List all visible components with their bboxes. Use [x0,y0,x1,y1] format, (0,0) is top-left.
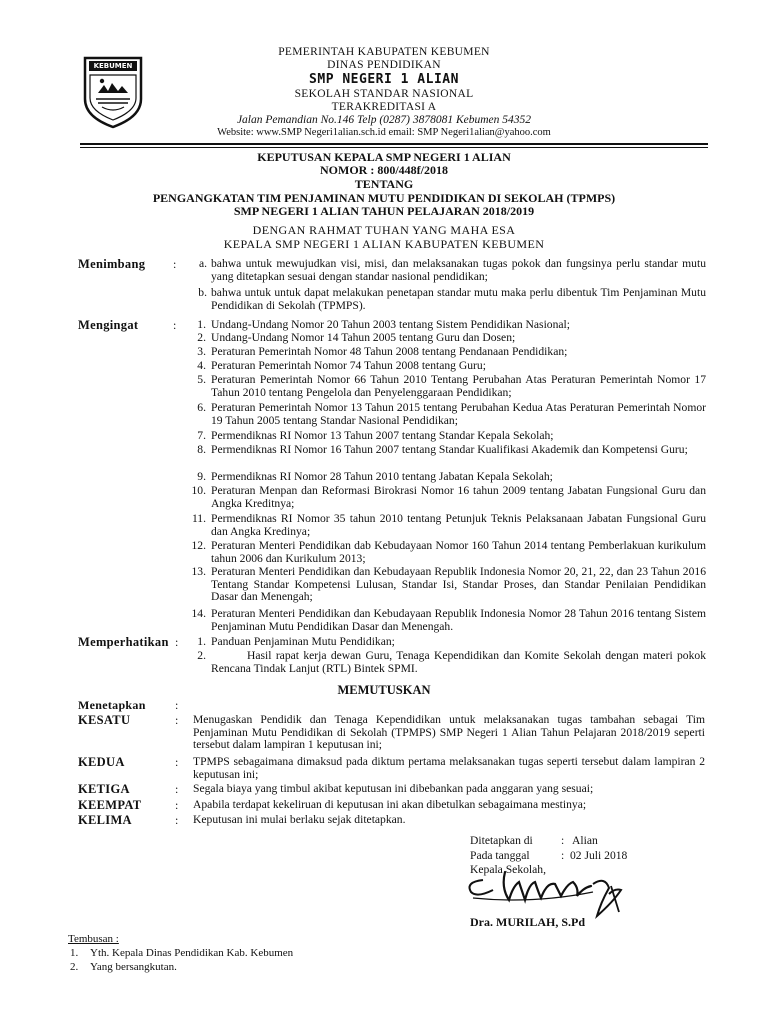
decision-label-keempat: KEEMPAT [78,798,142,812]
list-marker: 11. [191,512,206,525]
list-item: Peraturan Pemerintah Nomor 48 Tahun 2008 tentang Pendanaan Pendidikan; [211,345,568,358]
menetapkan-label: Menetapkan [78,698,146,712]
decision-text-keempat: Apabila terdapat kekeliruan di keputusan ini akan dibetulkan sebagaimana mestinya; [193,798,587,811]
school-contact: Website: www.SMP Negeri1alian.sch.id email: SMP Negeri1alian@yahoo.com [217,127,551,138]
school-name: SMP NEGERI 1 ALIAN [309,72,459,87]
decision-colon: : [175,713,179,727]
department-name: DINAS PENDIDIKAN [327,59,441,71]
decision-label-ketiga: KETIGA [78,782,130,796]
header-rule-thick [80,143,708,145]
school-accreditation: TERAKREDITASI A [331,101,437,113]
list-item: Peraturan Pemerintah Nomor 74 Tahun 2008 tentang Guru; [211,359,486,372]
list-item: Panduan Penjaminan Mutu Pendidikan; [211,635,395,648]
list-marker: 2. [197,649,206,662]
list-item: Permendiknas RI Nomor 13 Tahun 2007 tentang Standar Kepala Sekolah; [211,429,554,442]
list-marker: 7. [197,429,206,442]
decision-label-kelima: KELIMA [78,813,132,827]
decision-text-kelima: Keputusan ini mulai berlaku sejak ditetapkan. [193,813,406,826]
government-name: PEMERINTAH KABUPATEN KEBUMEN [278,46,490,58]
menetapkan-colon: : [175,698,179,712]
list-marker: 10. [191,484,206,497]
list-marker: 2. [197,331,206,344]
list-marker: 1. [197,635,206,648]
list-marker: a. [198,257,207,270]
mengingat-colon: : [173,318,177,332]
decree-about: TENTANG [354,177,414,191]
signatory-position: Kepala Sekolah, [470,863,546,876]
list-item: Undang-Undang Nomor 20 Tahun 2003 tentang Sistem Pendidikan Nasional; [211,318,570,331]
mengingat-label: Mengingat [78,318,139,332]
school-standard: SEKOLAH STANDAR NASIONAL [294,88,474,100]
decision-colon: : [175,798,179,812]
list-item: Permendiknas RI Nomor 28 Tahun 2010 tentang Jabatan Kepala Sekolah; [211,470,553,483]
list-item: Peraturan Pemerintah Nomor 13 Tahun 2015 tentang Perubahan Kedua Atas Peraturan Pemerintah Nomor 19 Tahun 2005 tentang Standar Nasional Pendidikan; [211,401,706,427]
issuer: KEPALA SMP NEGERI 1 ALIAN KABUPATEN KEBUMEN [223,237,545,251]
decision-colon: : [175,782,179,796]
place-label: Ditetapkan di [470,834,533,847]
place-value: Alian [572,834,598,847]
date-label: Pada tanggal [470,849,530,862]
list-item: Permendiknas RI Nomor 16 Tahun 2007 tentang Standar Kualifikasi Akademik dan Kompetensi Guru; [211,443,688,456]
list-item: Peraturan Menpan dan Reformasi Birokrasi Nomor 16 tahun 2009 tentang Jabatan Fungsional Guru dan Angka Kreditnya; [211,484,706,510]
list-marker: 12. [191,539,206,552]
list-marker: 3. [197,345,206,358]
list-marker: 1. [197,318,206,331]
logo-text: KEBUMEN [93,62,133,70]
decree-number: NOMOR : 800/448f/2018 [320,163,448,177]
list-item: Permendiknas RI Nomor 35 tahun 2010 tentang Petunjuk Teknis Pelaksanaan Jabatan Fungsional Guru dan Angka Kredinya; [211,512,706,538]
list-marker: 9. [197,470,206,483]
list-item: Peraturan Menteri Pendidikan dan Kebudayaan Republik Indonesia Nomor 20, 21, 22, dan 23 Tahun 2016 Tentang Standar Kompetensi Lulusan, Standar Isi, Standar Proses, dan Standar Penilaian Pendidikan Dasar dan Menengah; [211,565,706,604]
list-marker: 5. [197,373,206,386]
list-marker: 4. [197,359,206,372]
date-separator: : [561,849,565,862]
list-item: Peraturan Menteri Pendidikan dab Kebudayaan Nomor 160 Tahun 2014 tentang Pemberlakuan kurikulum tahun 2006 dan Kurikulum 2013; [211,539,706,565]
decision-colon: : [175,755,179,769]
decision-colon: : [175,813,179,827]
invocation: DENGAN RAHMAT TUHAN YANG MAHA ESA [252,223,516,237]
decision-text-kesatu: Menugaskan Pendidik dan Tenaga Kependidikan untuk melaksanakan tugas tambahan sebagai Tim Penjaminan Mutu Pendidikan di Sekolah (TPMPS) SMP Negeri 1 Alian Tahun Pelajaran 2018/2019 seperti tersebut dalam lampiran 1 keputusan ini; [193,713,705,752]
list-item: Yth. Kepala Dinas Pendidikan Kab. Kebumen [90,947,294,959]
tembusan-label: Tembusan : [68,933,119,945]
list-marker: 6. [197,401,206,414]
menimbang-label: Menimbang [78,257,146,271]
decree-subject-school: SMP NEGERI 1 ALIAN TAHUN PELAJARAN 2018/2019 [233,204,535,218]
list-marker: 13. [191,565,206,578]
list-marker: 8. [197,443,206,456]
school-address: Jalan Pemandian No.146 Telp (0287) 3878081 Kebumen 54352 [236,114,532,126]
decree-subject: PENGANGKATAN TIM PENJAMINAN MUTU PENDIDIKAN DI SEKOLAH (TPMPS) [152,191,616,205]
list-marker: b. [198,286,207,299]
list-item: Hasil rapat kerja dewan Guru, Tenaga Kependidikan dan Komite Sekolah dengan materi pokok Rencana Tindak Lanjut (RTL) Bintek SPMI. [211,649,706,675]
list-item: Peraturan Pemerintah Nomor 66 Tahun 2010 Tentang Perubahan Atas Peraturan Pemerintah Nomor 17 Tahun 2010 tentang Pengelola dan Penyelenggaraan Pendidikan; [211,373,706,399]
list-item: Undang-Undang Nomor 14 Tahun 2005 tentang Guru dan Dosen; [211,331,516,344]
list-item: bahwa untuk untuk dapat melakukan penetapan standar mutu maka perlu dibentuk Tim Penjaminan Mutu Pendidikan di Sekolah (TPMPS). [211,286,706,312]
decision-text-kedua: TPMPS sebagaimana dimaksud pada diktum pertama melaksanakan tugas seperti tersebut dalam lampiran 2 keputusan ini; [193,755,705,781]
signatory-name: Dra. MURILAH, S.Pd [470,915,586,929]
list-marker: 2. [70,961,79,973]
list-item: bahwa untuk mewujudkan visi, misi, dan melaksanakan tugas pokok dan fungsinya perlu standar mutu yang ditetapkan sesuai dengan standar nasional pendidikan; [211,257,706,283]
date-value: 02 Juli 2018 [570,849,628,862]
list-marker: 1. [70,947,79,959]
list-item: Yang bersangkutan. [90,961,177,973]
memutuskan-heading: MEMUTUSKAN [337,683,431,697]
menimbang-colon: : [173,257,177,271]
place-separator: : [561,834,565,847]
header-rule-thin [80,147,708,148]
list-item: Peraturan Menteri Pendidikan dan Kebudayaan Republik Indonesia Nomor 28 Tahun 2016 tentang Sistem Penjaminan Mutu Pendidikan Dasar dan Menengah. [211,607,706,633]
list-marker: 14. [191,607,206,620]
decision-label-kesatu: KESATU [78,713,131,727]
memperhatikan-label: Memperhatikan [78,635,169,649]
decision-text-ketiga: Segala biaya yang timbul akibat keputusan ini dibebankan pada anggaran yang sesuai; [193,782,594,795]
decision-label-kedua: KEDUA [78,755,125,769]
memperhatikan-colon: : [175,635,179,649]
decree-title: KEPUTUSAN KEPALA SMP NEGERI 1 ALIAN [257,150,511,164]
